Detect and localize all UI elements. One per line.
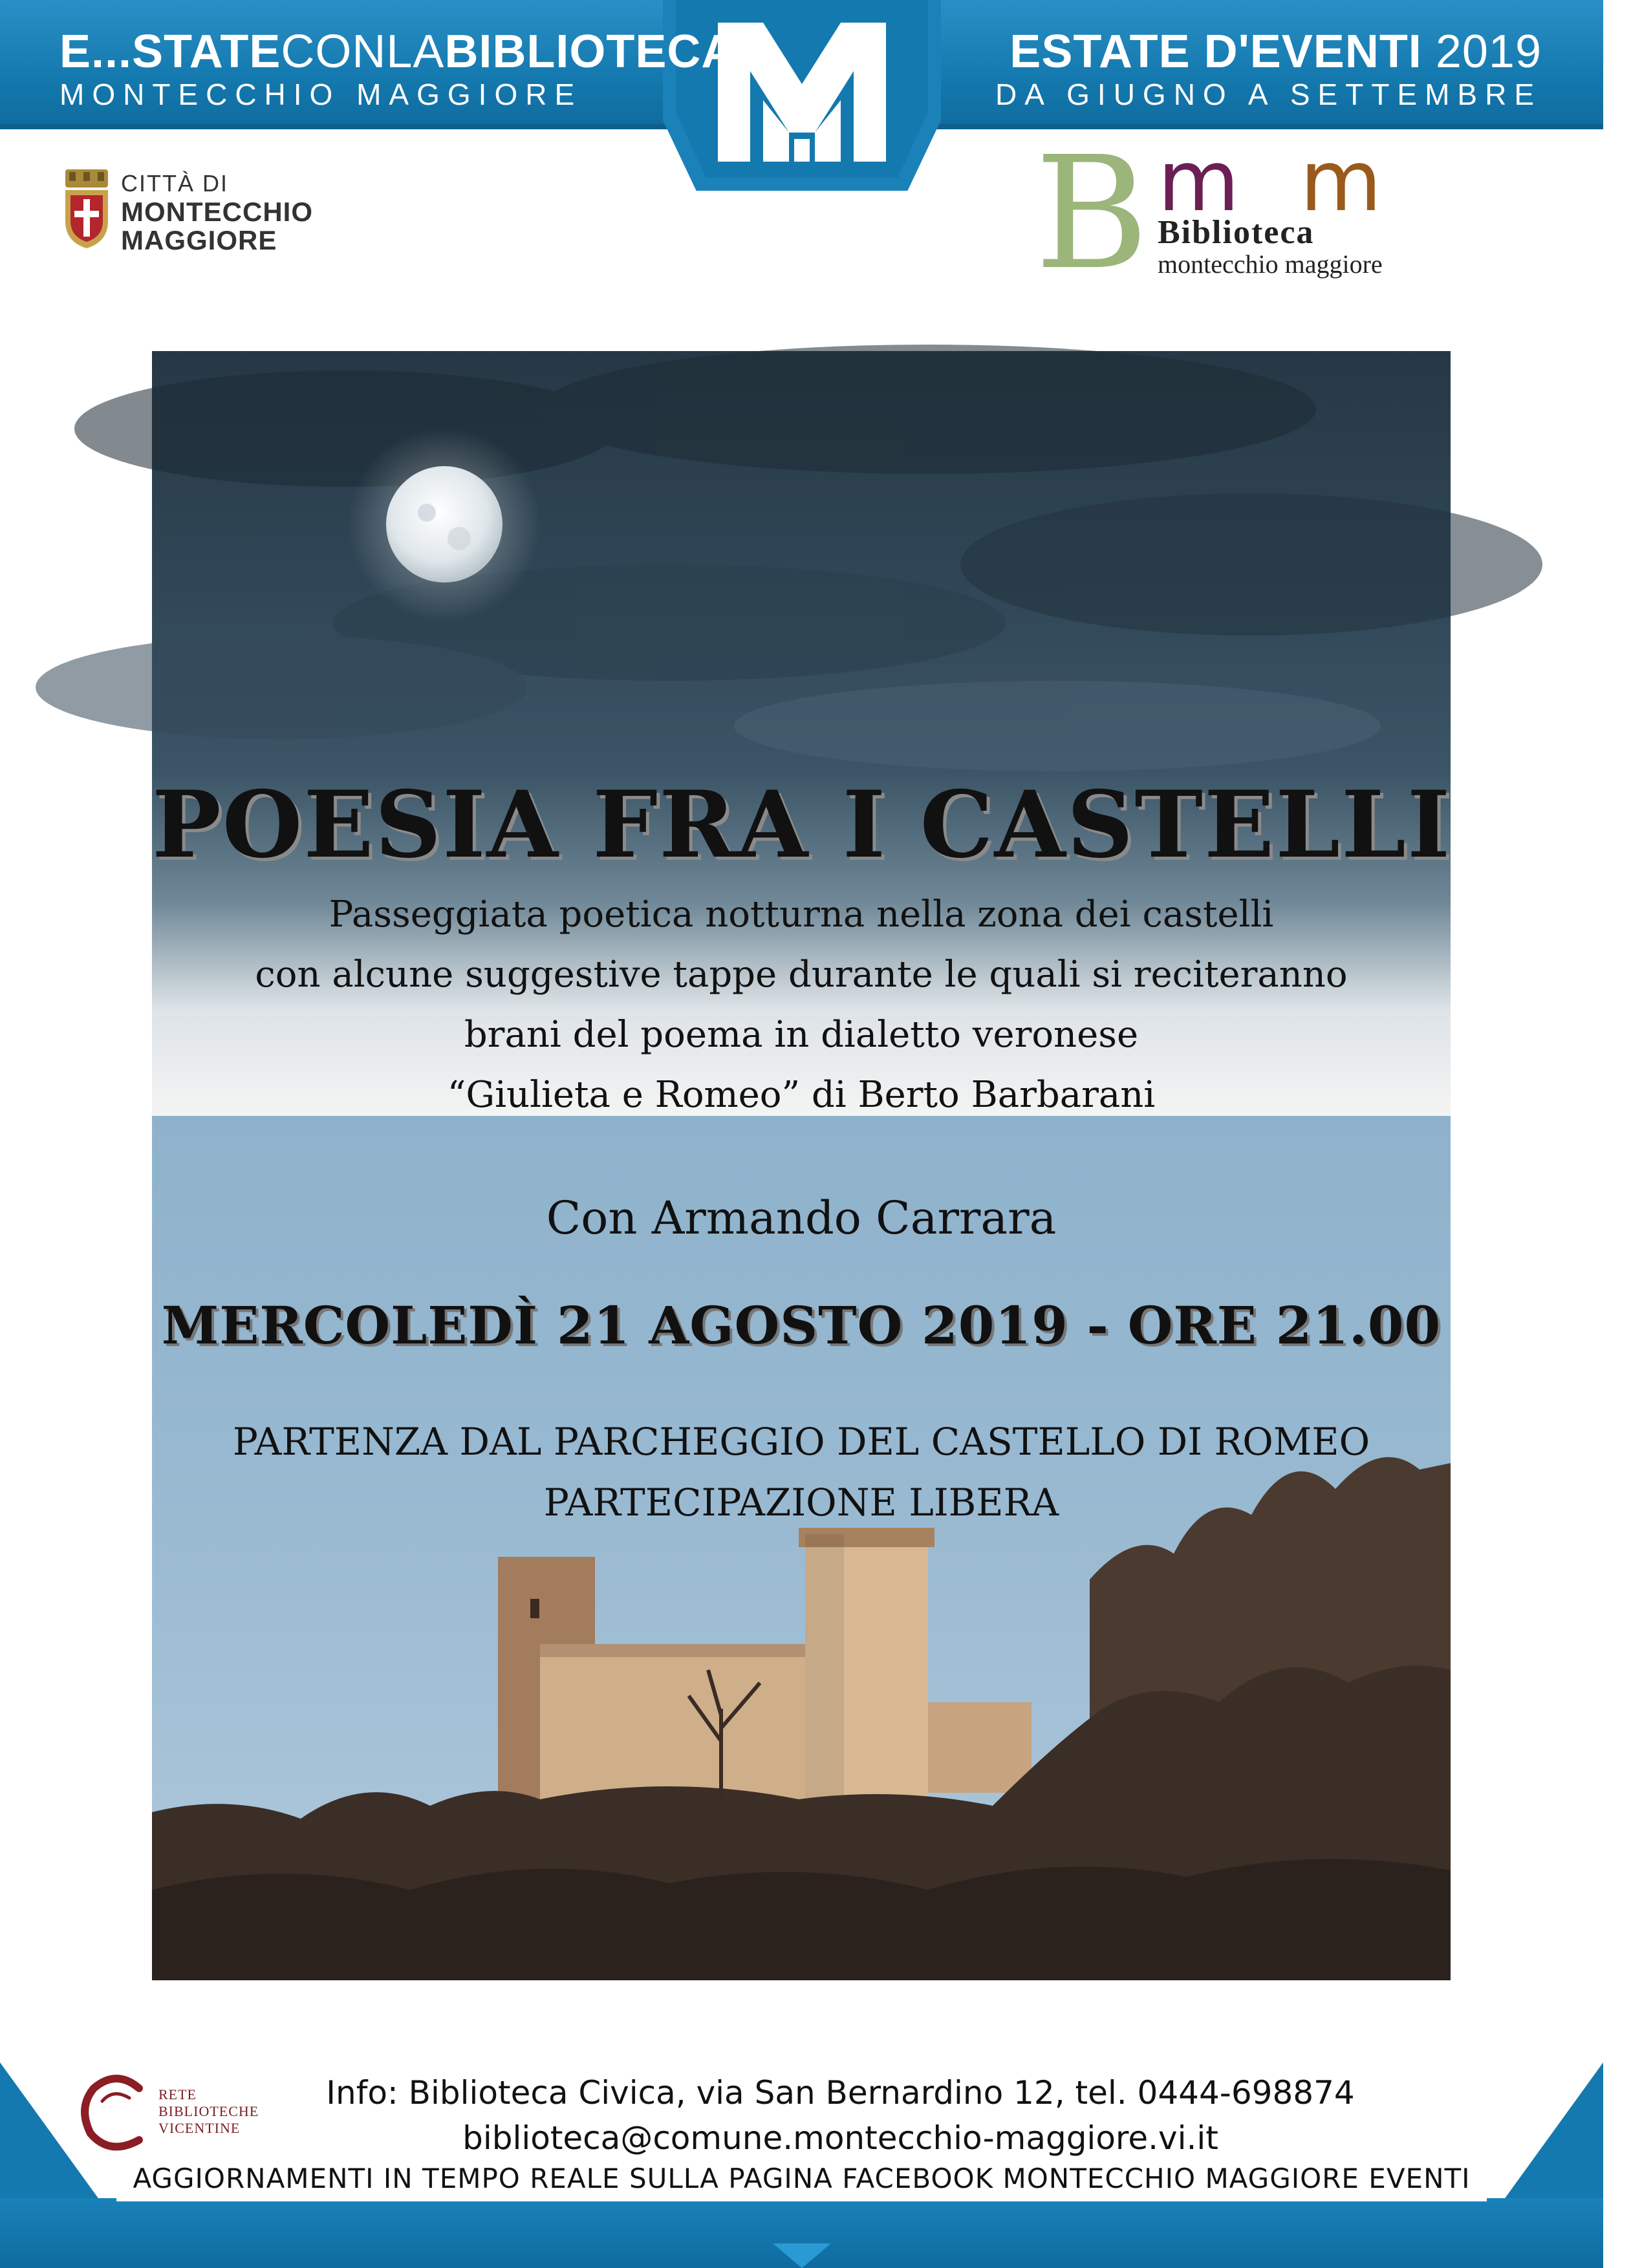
- city-line3: MAGGIORE: [121, 225, 277, 255]
- event-description-line2: con alcune suggestive tappe durante le quali si reciteranno: [255, 954, 1348, 996]
- montecchio-m-logo-icon: [718, 23, 886, 162]
- network-line3: VICENTINE: [158, 2120, 241, 2136]
- event-title: POESIA FRA I CASTELLI: [152, 771, 1452, 879]
- library-initial-b: B: [1035, 123, 1149, 304]
- city-line2: MONTECCHIO: [121, 197, 313, 227]
- library-name: Biblioteca: [1158, 214, 1315, 251]
- header-left-subtitle: MONTECCHIO MAGGIORE: [59, 78, 583, 111]
- event-poster: [152, 351, 1451, 1980]
- header-right-brand: [995, 26, 1542, 111]
- footer-updates: AGGIORNAMENTI IN TEMPO REALE SULLA PAGINA FACEBOOK MONTECCHIO MAGGIORE EVENTI: [133, 2163, 1471, 2194]
- header-right-year: 2019: [1435, 26, 1542, 78]
- library-initial-m2: m: [1300, 132, 1382, 230]
- footer-info: Info: Biblioteca Civica, via San Bernardino 12, tel. 0444-698874: [326, 2074, 1355, 2112]
- library-initial-m1: m: [1158, 132, 1240, 230]
- event-description-line4: “Giulieta e Romeo” di Berto Barbarani: [447, 1074, 1156, 1116]
- event-description-line1: Passeggiata poetica notturna nella zona dei castelli: [329, 893, 1274, 936]
- castle-illustration: [498, 1528, 1032, 1806]
- header-right-title-text: ESTATE D'EVENTI: [1010, 26, 1422, 78]
- library-logo: [1035, 123, 1449, 304]
- poster-scenery: [152, 351, 1451, 1980]
- header-left-title: [59, 26, 735, 78]
- header-right-subtitle: DA GIUGNO A SETTEMBRE: [995, 78, 1542, 111]
- event-datetime: MERCOLEDÌ 21 AGOSTO 2019 - ORE 21.00: [161, 1295, 1442, 1356]
- event-place-line2: PARTECIPAZIONE LIBERA: [543, 1481, 1059, 1524]
- clouds: [36, 345, 1542, 771]
- event-place-line1: PARTENZA DAL PARCHEGGIO DEL CASTELLO DI ROMEO: [232, 1420, 1370, 1464]
- header-left-brand: [59, 26, 735, 111]
- footer-email-link[interactable]: biblioteca@comune.montecchio-maggiore.vi.it: [462, 2119, 1218, 2157]
- header-left-title-part3: BIBLIOTECA: [444, 26, 736, 78]
- header-left-title-part1: E...STATE: [59, 26, 281, 78]
- city-crest-icon: [61, 169, 112, 250]
- city-line1: CITTÀ DI: [121, 170, 228, 197]
- event-guest: Con Armando Carrara: [546, 1192, 1057, 1245]
- event-description-line3: brani del poema in dialetto veronese: [464, 1014, 1139, 1056]
- city-name: [121, 169, 354, 255]
- moon-icon: [386, 466, 502, 583]
- library-subtitle: montecchio maggiore: [1158, 250, 1383, 279]
- network-line2: BIBLIOTECHE: [158, 2103, 259, 2119]
- header-left-title-part2: CONLA: [281, 26, 445, 78]
- header-right-title: [995, 26, 1542, 78]
- network-line1: RETE: [158, 2086, 197, 2102]
